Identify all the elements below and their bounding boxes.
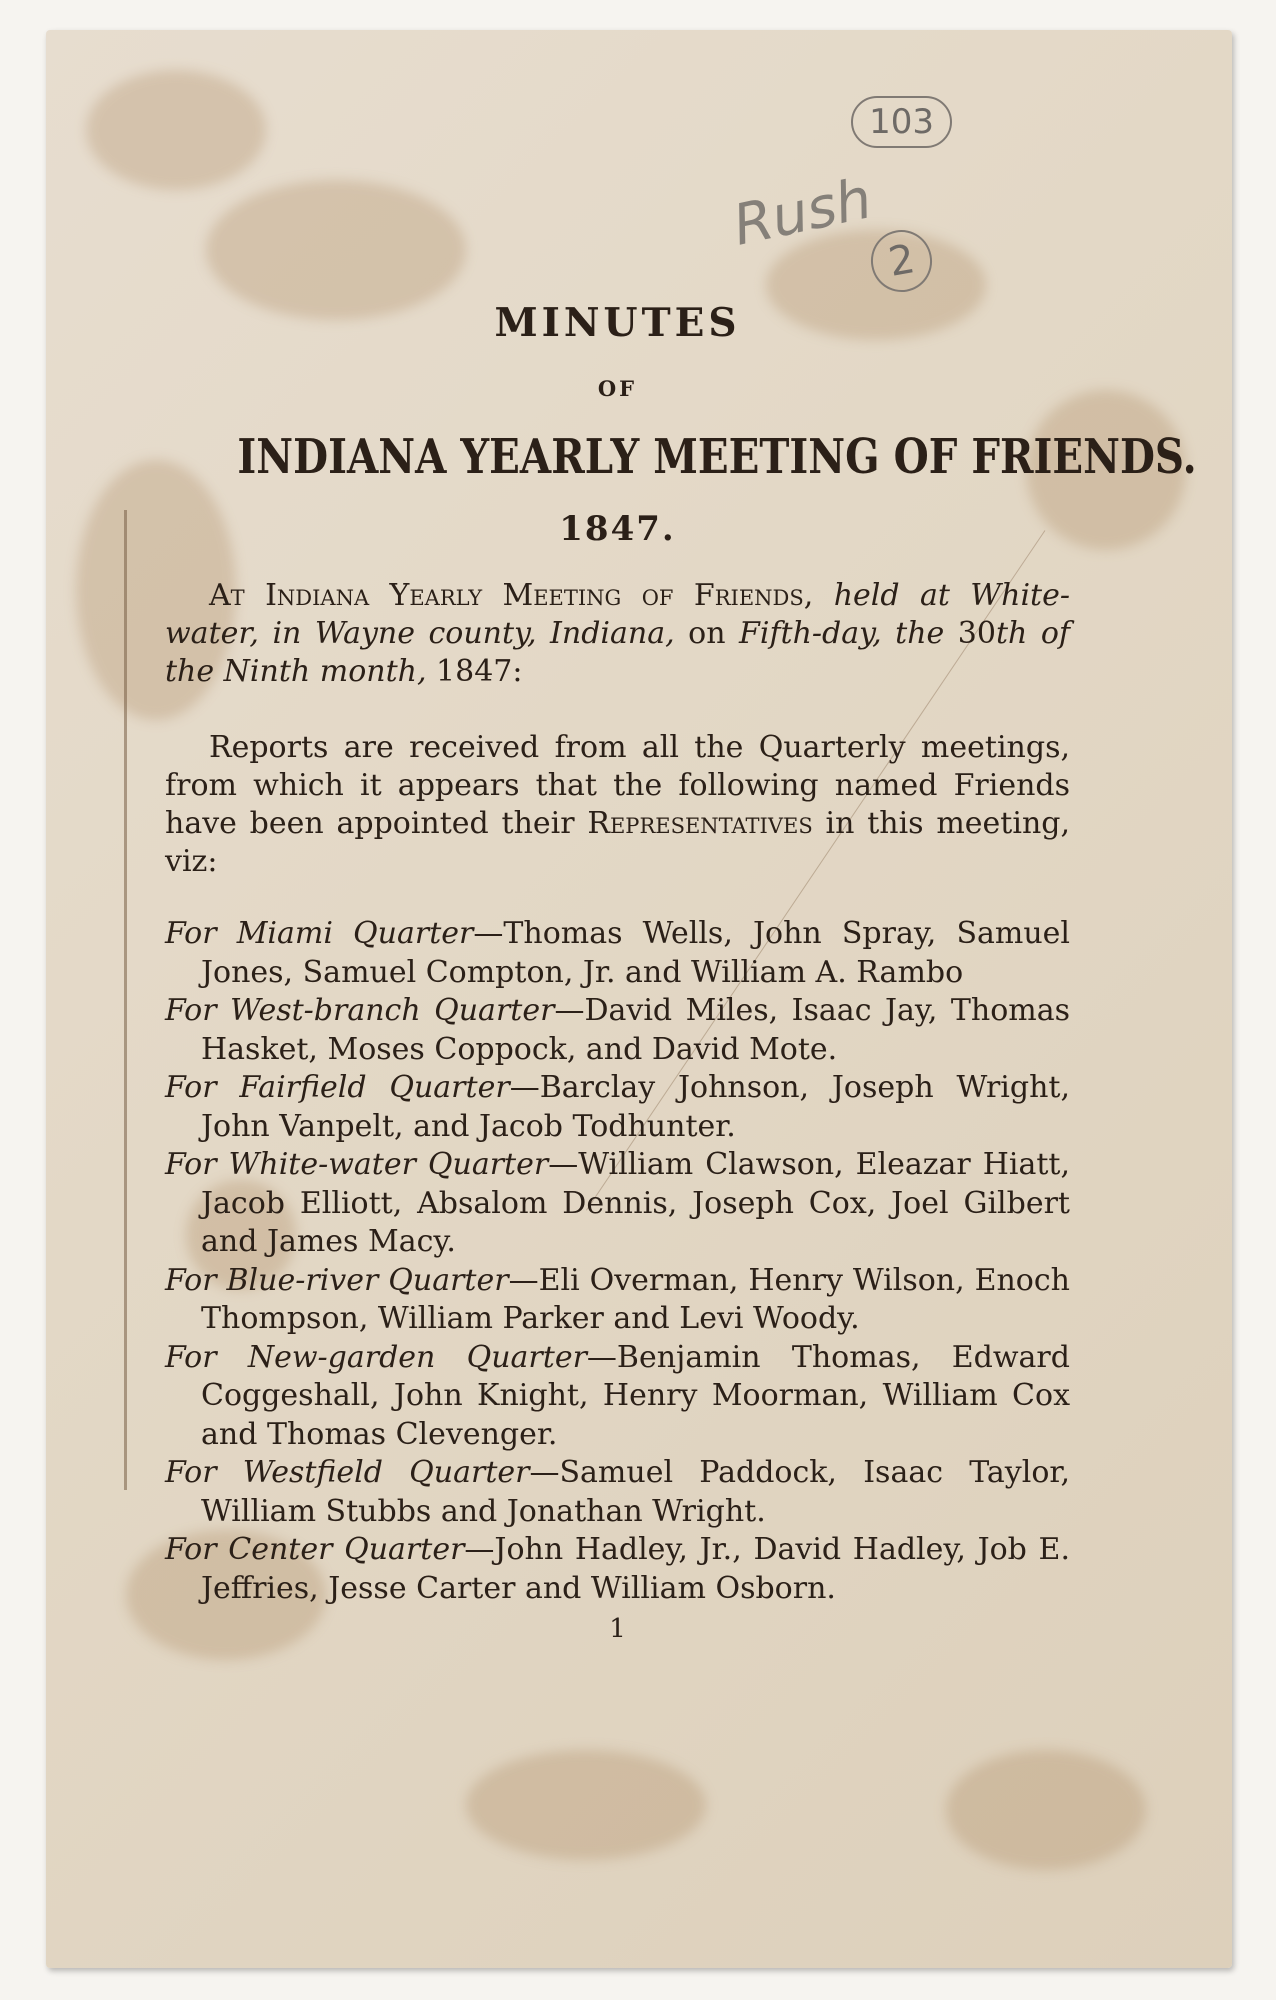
reports-paragraph xyxy=(165,729,1070,881)
stain xyxy=(206,180,466,320)
representatives-list xyxy=(165,915,1070,1608)
page-folio: 1 xyxy=(609,1614,626,1644)
quarter-names: —Eli Overman, Henry Wilson, Enoch Thompson, William Parker and Levi Woody. xyxy=(201,1262,1070,1336)
doc-of: OF xyxy=(597,376,638,401)
quarter-names: —William Clawson, Eleazar Hiatt, Jacob Elliott, Absalom Dennis, Joseph Cox, Joel Gilbert and James Macy. xyxy=(201,1147,1071,1259)
quarter-label: For New-garden Quarter xyxy=(165,1339,587,1375)
pencil-page-number: 103 xyxy=(851,96,952,148)
quarter-names: —Samuel Paddock, Isaac Taylor, William Stubbs and Jonathan Wright. xyxy=(201,1455,1070,1529)
list-item xyxy=(165,1339,1070,1455)
quarter-label: For White-water Quarter xyxy=(165,1147,549,1182)
quarter-label: For Center Quarter xyxy=(165,1532,465,1567)
list-item xyxy=(165,1531,1070,1608)
intro-text-2: 30 xyxy=(957,616,996,651)
list-item xyxy=(165,915,1070,992)
list-item xyxy=(165,1069,1070,1146)
quarter-label: For Miami Quarter xyxy=(165,916,474,951)
doc-heading: INDIANA YEARLY MEETING OF FRIENDS. xyxy=(237,429,1197,485)
stain xyxy=(466,1750,706,1860)
intro-italic-3: th of the Ninth month, xyxy=(165,616,1070,689)
quarter-names: —David Miles, Isaac Jay, Thomas Hasket, Moses Coppock, and David Mote. xyxy=(201,993,1070,1067)
reports-tail: in this meeting, viz: xyxy=(165,806,1071,879)
doc-title: MINUTES xyxy=(494,300,741,346)
intro-italic-1: held at White-water, in Wayne county, Indiana, xyxy=(165,578,1071,651)
reports-smallcaps: Representatives xyxy=(587,806,813,841)
intro-text-3: 1847: xyxy=(436,654,523,689)
quarter-names: —Barclay Johnson, Joseph Wright, John Vanpelt, and Jacob Todhunter. xyxy=(201,1070,1070,1144)
reports-text: Reports are received from all the Quarterly meetings, from which it appears that the following named Friends have been appointed their xyxy=(165,730,1070,841)
document-text xyxy=(165,300,1197,1644)
doc-year: 1847. xyxy=(559,509,676,549)
intro-smallcaps: At Indiana Yearly Meeting of Friends, xyxy=(209,578,814,613)
list-item xyxy=(165,1262,1070,1339)
intro-italic-2: Fifth-day, the xyxy=(739,616,945,651)
quarter-label: For Westfield Quarter xyxy=(165,1455,530,1490)
quarter-names: —John Hadley, Jr., David Hadley, Job E. Jeffries, Jesse Carter and William Osborn. xyxy=(201,1532,1070,1606)
binding-stitch xyxy=(124,510,133,1490)
intro-text-1: on xyxy=(688,616,726,651)
pencil-scribble: Rush xyxy=(727,166,878,259)
intro-paragraph xyxy=(165,577,1070,691)
quarter-label: For Fairfield Quarter xyxy=(165,1070,510,1105)
list-item xyxy=(165,1146,1070,1262)
quarter-label: For West-branch Quarter xyxy=(165,993,555,1028)
list-item xyxy=(165,1454,1070,1531)
quarter-names: —Benjamin Thomas, Edward Coggeshall, John Knight, Henry Moorman, William Cox and Thomas Clevenger. xyxy=(201,1339,1070,1452)
pencil-circled-number: 2 xyxy=(866,225,937,297)
list-item xyxy=(165,992,1070,1069)
stain xyxy=(86,70,266,190)
quarter-label: For Blue-river Quarter xyxy=(165,1262,509,1298)
quarter-names: —Thomas Wells, John Spray, Samuel Jones, Samuel Compton, Jr. and William A. Rambo xyxy=(201,916,1070,990)
stain xyxy=(946,1750,1146,1870)
